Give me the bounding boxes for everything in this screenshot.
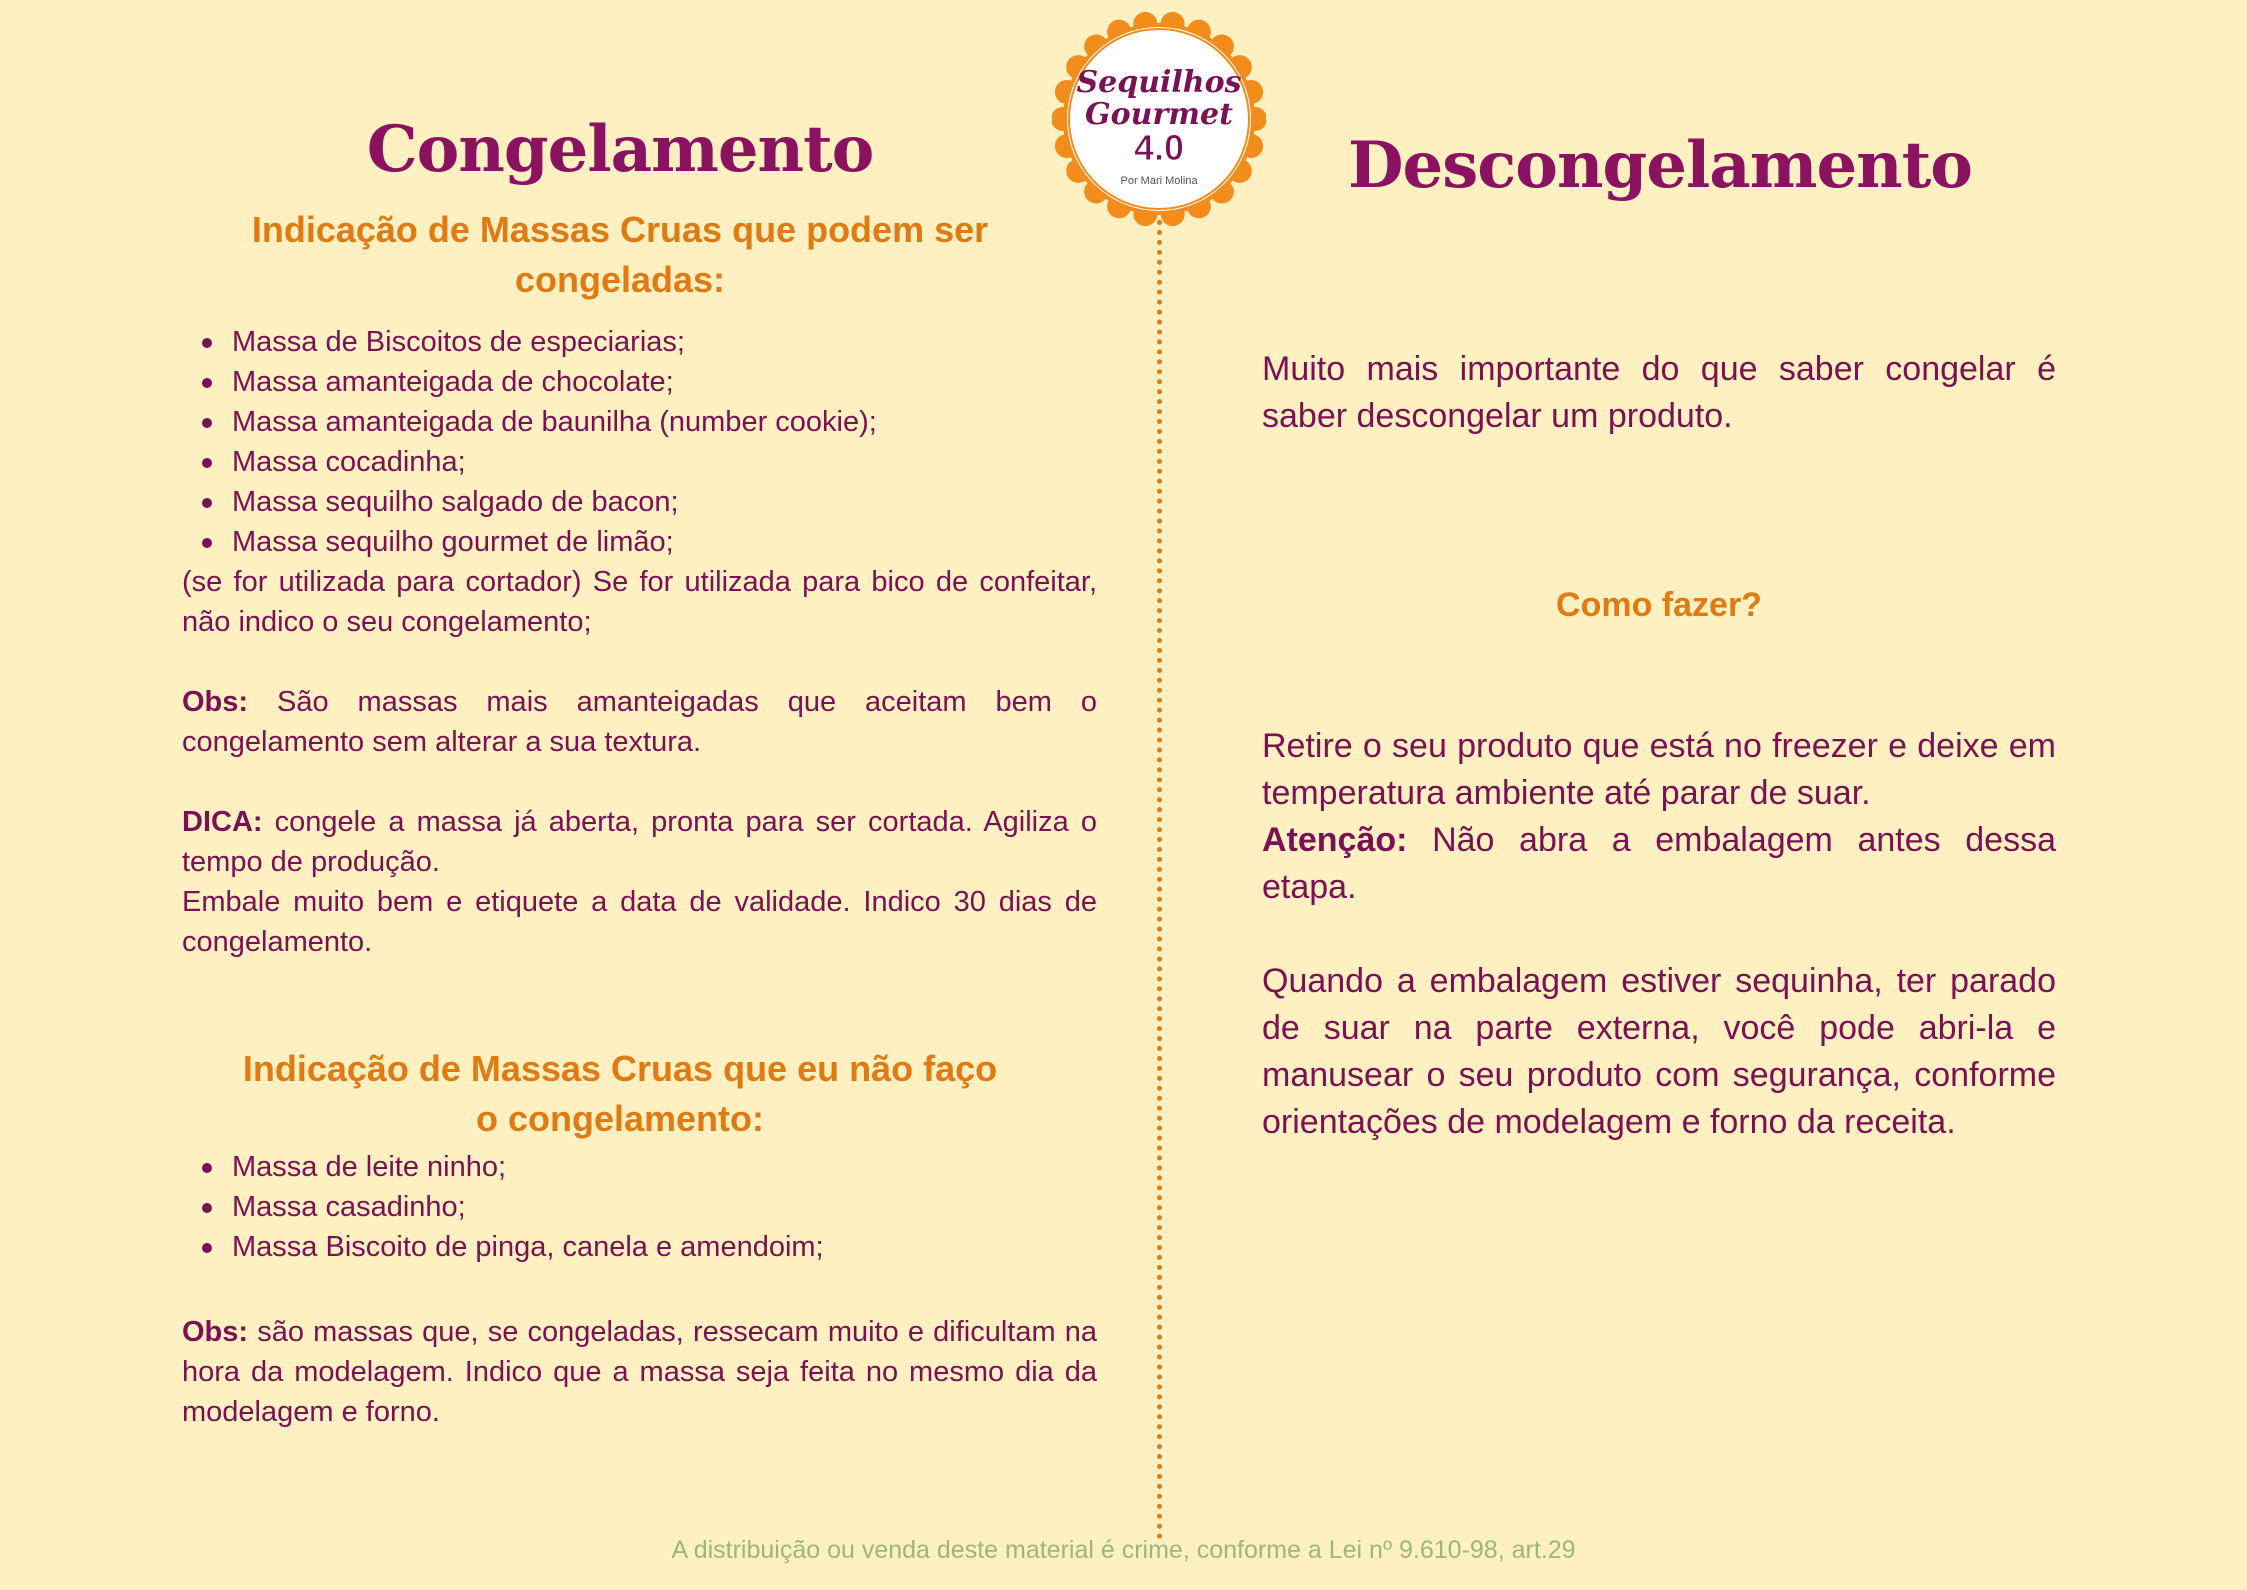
step-2 xyxy=(1262,958,2056,1146)
note-piping xyxy=(182,562,1097,642)
logo-version: 4.0 xyxy=(1133,127,1185,168)
logo-byline: Por Mari Molina xyxy=(1120,175,1198,187)
list-item: Massa sequilho gourmet de limão; xyxy=(182,522,1082,562)
obs-1-label: Obs: xyxy=(182,686,249,718)
logo-line1: Sequilhos xyxy=(1076,65,1242,100)
center-divider xyxy=(1157,220,1162,1540)
step-1 xyxy=(1262,723,2056,911)
list-freezable-doughs xyxy=(182,322,1082,562)
intro xyxy=(1262,346,2056,440)
list-item: Massa cocadinha; xyxy=(182,442,1082,482)
heading-no-freeze-line2: o congelamento: xyxy=(475,1098,765,1139)
list-item: Massa casadinho; xyxy=(182,1187,1082,1227)
title-descongelamento: Descongelamento xyxy=(1348,128,1972,203)
attention-label: Atenção: xyxy=(1262,821,1408,859)
list-item: Massa amanteigada de baunilha (number cookie); xyxy=(182,402,1082,442)
list-item: Massa sequilho salgado de bacon; xyxy=(182,482,1082,522)
intro-text: Muito mais importante do que saber congelar é saber descongelar um produto. xyxy=(1262,350,2056,435)
title-congelamento: Congelamento xyxy=(366,112,874,187)
logo-line2: Gourmet xyxy=(1085,97,1233,132)
obs-2-text: são massas que, se congeladas, ressecam muito e dificultam na hora da modelagem. Indico que a massa seja feita no mesmo dia da modelagem e forno. xyxy=(182,1316,1097,1428)
obs-2-label: Obs: xyxy=(182,1316,249,1348)
heading-no-freeze-line1: Indicação de Massas Cruas que eu não faço xyxy=(242,1048,998,1089)
footer-legal-notice: A distribuição ou venda deste material é crime, conforme a Lei nº 9.610-98, art.29 xyxy=(671,1536,1576,1564)
list-item: Massa Biscoito de pinga, canela e amendoim; xyxy=(182,1227,1082,1267)
list-non-freezable-doughs xyxy=(182,1147,1082,1267)
list-item: Massa de Biscoitos de especiarias; xyxy=(182,322,1082,362)
note-piping-text: (se for utilizada para cortador) Se for utilizada para bico de confeitar, não indico o seu congelamento; xyxy=(182,566,1097,638)
dica xyxy=(182,802,1097,962)
obs-1-text: São massas mais amanteigadas que aceitam bem o congelamento sem alterar a sua textura. xyxy=(182,686,1097,758)
attention-text: Não abra a embalagem antes dessa etapa. xyxy=(1262,821,2056,906)
list-item: Massa amanteigada de chocolate; xyxy=(182,362,1082,402)
obs-1 xyxy=(182,682,1097,762)
step-1-text: Retire o seu produto que está no freezer e deixe em temperatura ambiente até parar de suar. xyxy=(1262,727,2056,812)
dica-extra: Embale muito bem e etiquete a data de validade. Indico 30 dias de congelamento. xyxy=(182,886,1097,958)
heading-can-freeze xyxy=(180,205,1060,305)
heading-no-freeze xyxy=(180,1044,1060,1144)
dica-label: DICA: xyxy=(182,806,263,838)
heading-como-fazer: Como fazer? xyxy=(1556,586,1762,624)
list-item: Massa de leite ninho; xyxy=(182,1147,1082,1187)
obs-2 xyxy=(182,1312,1097,1432)
dica-text: congele a massa já aberta, pronta para ser cortada. Agiliza o tempo de produção. xyxy=(182,806,1097,878)
heading-can-freeze-line2: congeladas: xyxy=(514,259,726,300)
step-2-text: Quando a embalagem estiver sequinha, ter parado de suar na parte externa, você pode abri-la e manusear o seu produto com segurança, conforme orientações de modelagem e forno da receita. xyxy=(1262,962,2056,1141)
heading-can-freeze-line1: Indicação de Massas Cruas que podem ser xyxy=(251,209,989,250)
